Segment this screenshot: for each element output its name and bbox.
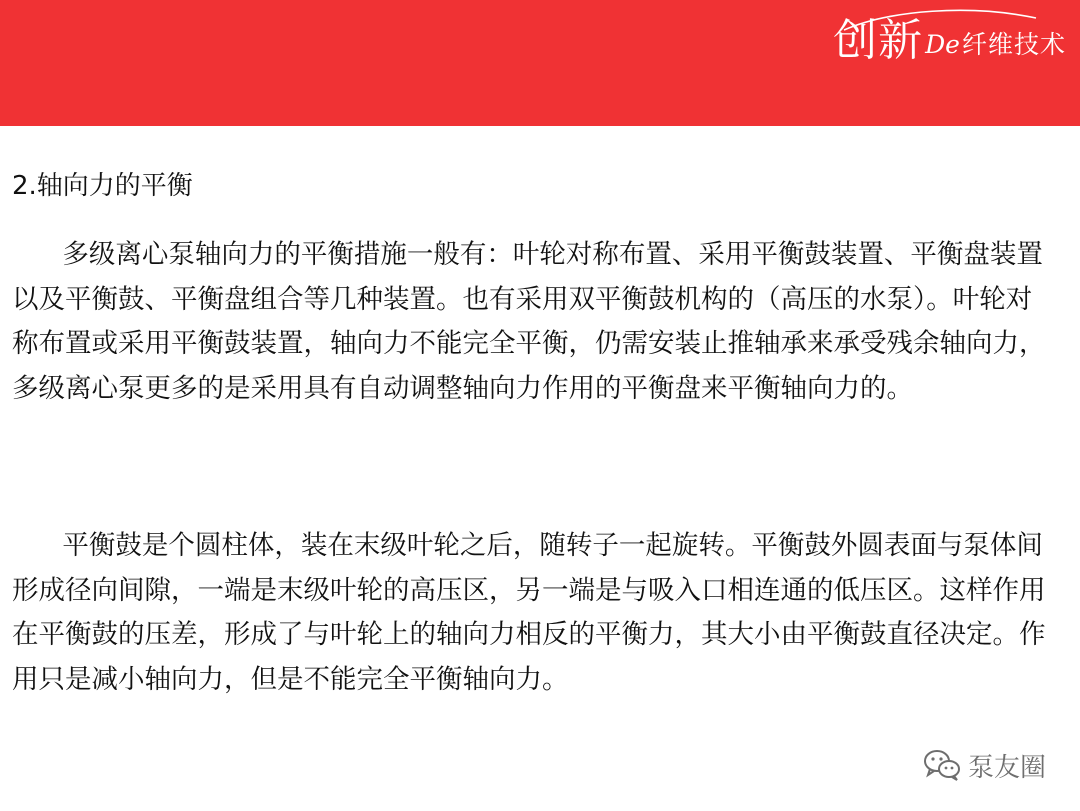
logo-primary-text: 创新	[833, 15, 924, 66]
wechat-icon	[922, 748, 962, 782]
paragraph-balance-drum: 平衡鼓是个圆柱体，装在末级叶轮之后，随转子一起旋转。平衡鼓外圆表面与泵体间形成径向间隙，一端是末级叶轮的高压区，另一端是与吸入口相连通的低压区。这样作用在平衡鼓的压差，形成了与叶轮上的轴向力相反的平衡力，其大小由平衡鼓直径决定。作用只是减小轴向力，但是不能完全平衡轴向力。	[12, 530, 1046, 695]
brand-logo	[833, 10, 1066, 66]
watermark	[922, 745, 1046, 785]
watermark-text: 泵友圈	[968, 752, 1047, 783]
logo-latin-text: De	[925, 30, 960, 59]
section-heading: 2.轴向力的平衡	[12, 171, 193, 201]
logo-secondary-text: 纤维技术	[961, 30, 1066, 59]
header-bar	[0, 0, 1080, 126]
paragraph-balance-measures: 多级离心泵轴向力的平衡措施一般有：叶轮对称布置、采用平衡鼓装置、平衡盘装置以及平衡鼓、平衡盘组合等几种装置。也有采用双平衡鼓机构的（高压的水泵）。叶轮对称布置或采用平衡鼓装置，轴向力不能完全平衡，仍需安装止推轴承来承受残余轴向力，多级离心泵更多的是采用具有自动调整轴向力作用的平衡盘来平衡轴向力的。	[12, 239, 1046, 404]
